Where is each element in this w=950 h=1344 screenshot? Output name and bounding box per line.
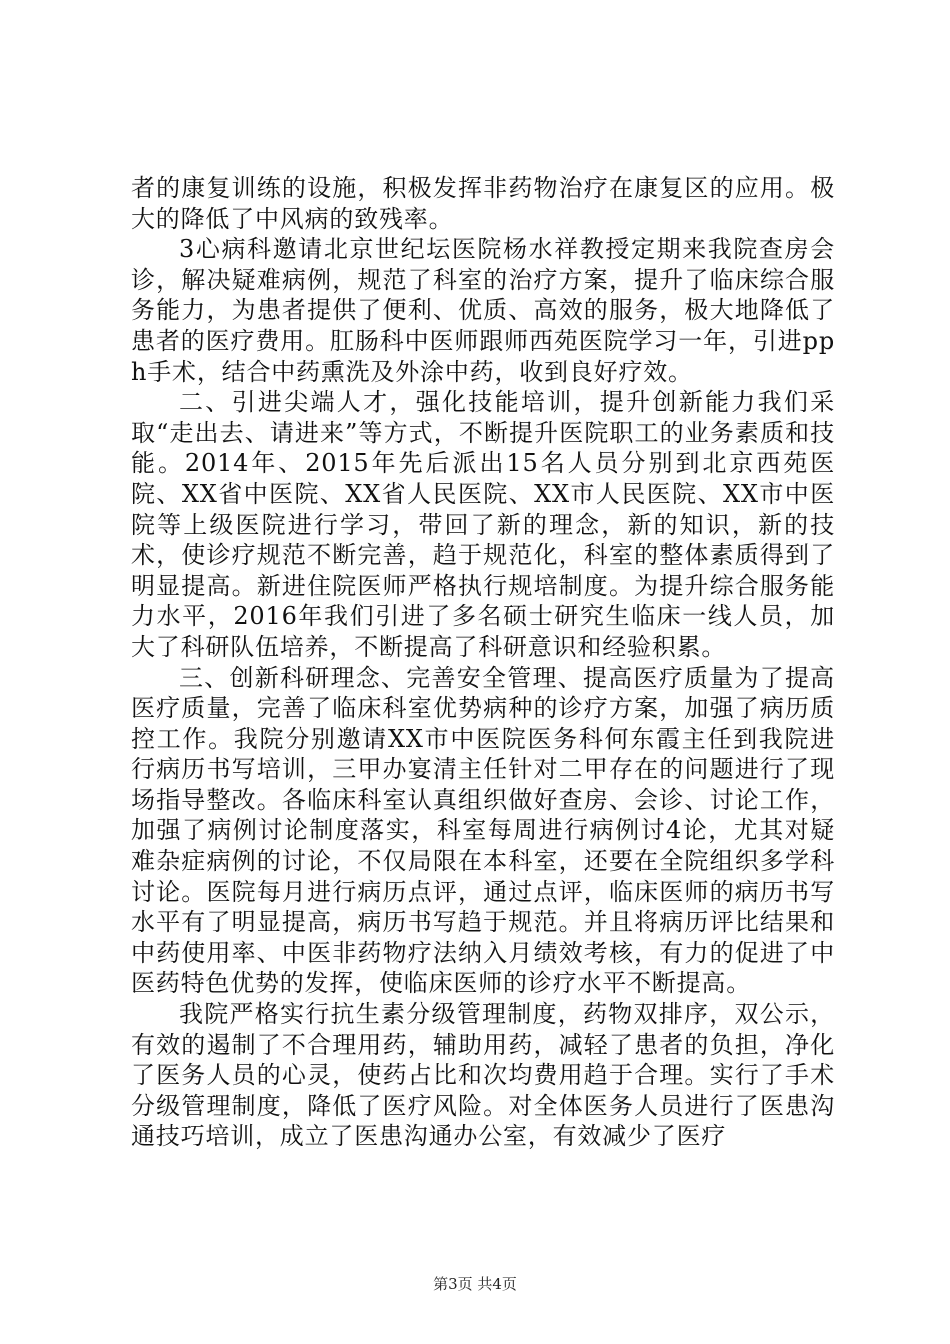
paragraph-continuation: 者的康复训练的设施，积极发挥非药物治疗在康复区的应用。极大的降低了中风病的致残率。 (131, 174, 835, 233)
paragraph-cardiology: 3心病科邀请北京世纪坛医院杨水祥教授定期来我院查房会诊，解决疑难病例，规范了科室的治疗方案，提升了临床综合服务能力，为患者提供了便利、优质、高效的服务，极大地降低了患者的医疗费用。肛肠科中医师跟师西苑医院学习一年，引进pph手术，结合中药熏洗及外涂中药，收到良好疗效。 (131, 235, 835, 386)
paragraph-section-three: 三、创新科研理念、完善安全管理、提高医疗质量为了提高医疗质量，完善了临床科室优势病种的诊疗方案，加强了病历质控工作。我院分别邀请XX市中医院医务科何东霞主任到我院进行病历书写培训，三甲办宴清主任针对二甲存在的问题进行了现场指导整改。各临床科室认真组织做好查房、会诊、讨论工作，加强了病例讨论制度落实，科室每周进行病例讨4论，尤其对疑难杂症病例的讨论，不仅局限在本科室，还要在全院组织多学科讨论。医院每月进行病历点评，通过点评，临床医师的病历书写水平有了明显提高，病历书写趋于规范。并且将病历评比结果和中药使用率、中医非药物疗法纳入月绩效考核，有力的促进了中医药特色优势的发挥，使临床医师的诊疗水平不断提高。 (131, 663, 835, 998)
document-body (131, 173, 835, 1152)
page-number-footer: 第3页 共4页 (433, 1275, 517, 1293)
paragraph-antibiotics: 我院严格实行抗生素分级管理制度，药物双排序，双公示，有效的遏制了不合理用药，辅助用药，减轻了患者的负担，净化了医务人员的心灵，使药占比和次均费用趋于合理。实行了手术分级管理制度，降低了医疗风险。对全体医务人员进行了医患沟通技巧培训，成立了医患沟通办公室，有效减少了医疗 (131, 1000, 835, 1151)
paragraph-section-two: 二、引进尖端人才，强化技能培训，提升创新能力我们采取“走出去、请进来”等方式，不断提升医院职工的业务素质和技能。2014年、2015年先后派出15名人员分别到北京西苑医院、XX省中医院、XX省人民医院、XX市人民医院、XX市中医院等上级医院进行学习，带回了新的理念，新的知识，新的技术，使诊疗规范不断完善，趋于规范化，科室的整体素质得到了明显提高。新进住院医师严格执行规培制度。为提升综合服务能力水平，2016年我们引进了多名硕士研究生临床一线人员，加大了科研队伍培养，不断提高了科研意识和经验积累。 (131, 388, 835, 661)
